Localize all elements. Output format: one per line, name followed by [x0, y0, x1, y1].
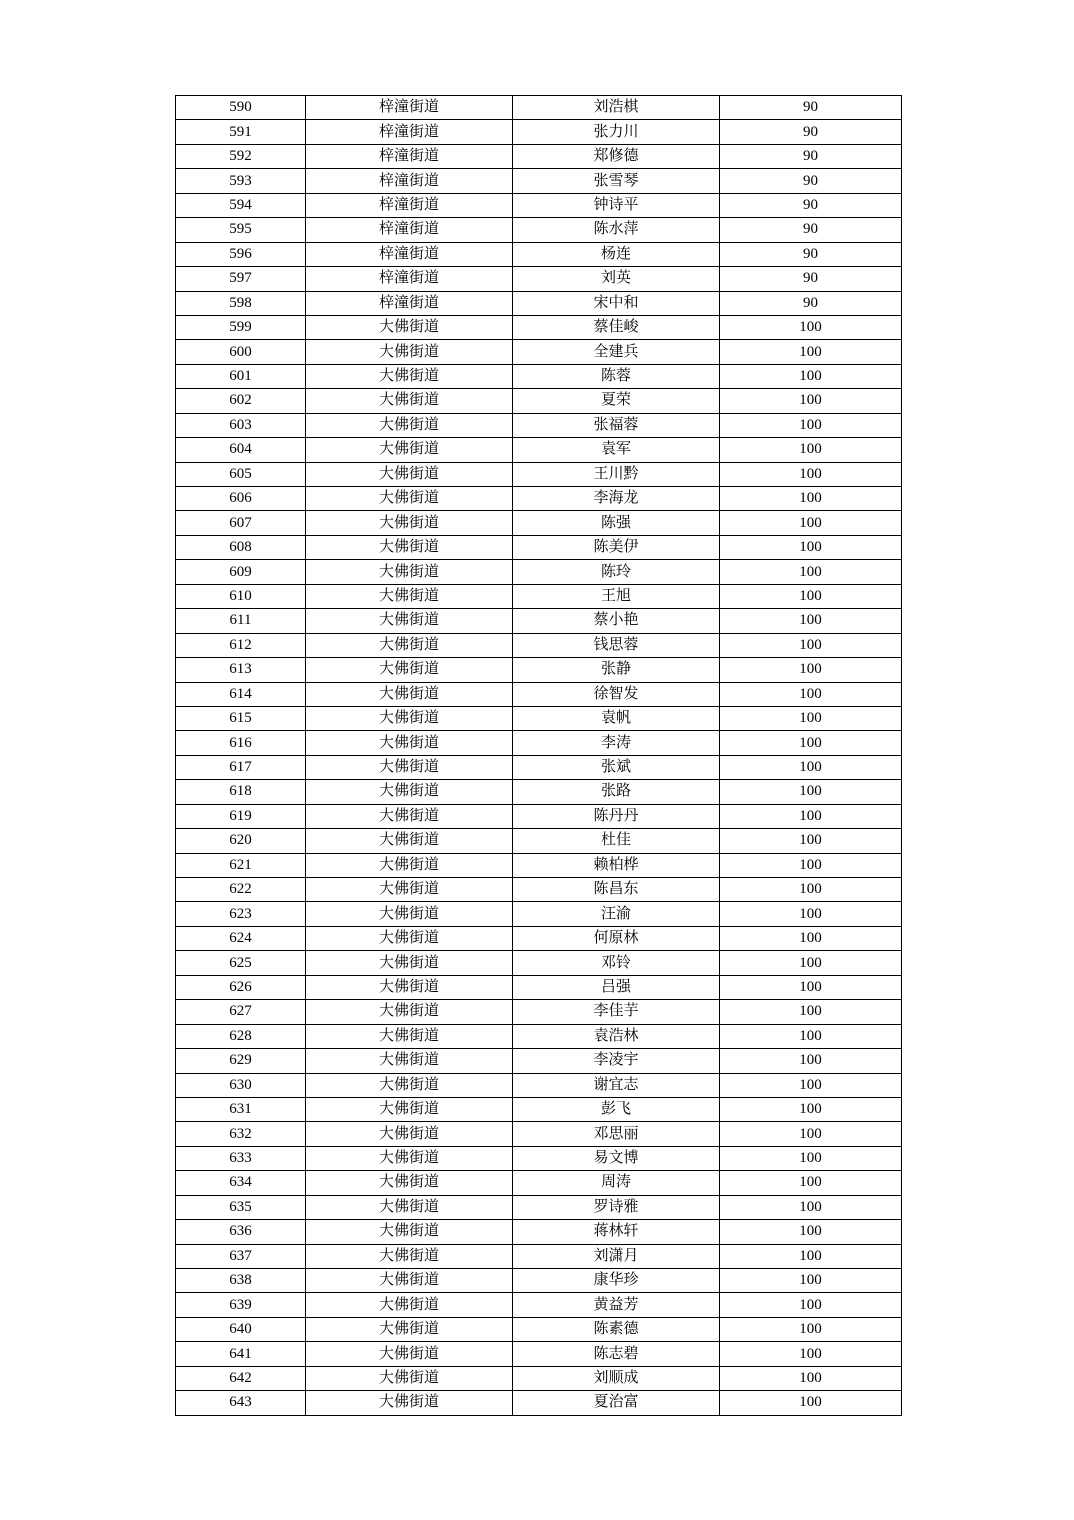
- table-cell-name: 张雪琴: [513, 169, 720, 193]
- table-row: [176, 364, 902, 388]
- table-cell-name: 周涛: [513, 1171, 720, 1195]
- table-row: [176, 1171, 902, 1195]
- table-row: [176, 511, 902, 535]
- table-row: [176, 1391, 902, 1415]
- table-cell-name: 钱思蓉: [513, 633, 720, 657]
- table-cell-index: 640: [176, 1317, 306, 1341]
- table-cell-score: 100: [720, 1000, 902, 1024]
- table-cell-index: 594: [176, 193, 306, 217]
- table-cell-index: 621: [176, 853, 306, 877]
- table-cell-name: 陈美伊: [513, 535, 720, 559]
- table-cell-name: 钟诗平: [513, 193, 720, 217]
- table-cell-street: 梓潼街道: [306, 169, 513, 193]
- table-cell-street: 梓潼街道: [306, 96, 513, 120]
- table-cell-street: 大佛街道: [306, 1391, 513, 1415]
- table-cell-index: 599: [176, 315, 306, 339]
- table-cell-street: 大佛街道: [306, 706, 513, 730]
- table-cell-street: 大佛街道: [306, 633, 513, 657]
- table-cell-index: 593: [176, 169, 306, 193]
- table-cell-index: 625: [176, 951, 306, 975]
- table-cell-score: 100: [720, 1073, 902, 1097]
- table-cell-index: 600: [176, 340, 306, 364]
- table-cell-score: 100: [720, 829, 902, 853]
- table-cell-name: 谢宜志: [513, 1073, 720, 1097]
- table-cell-score: 100: [720, 1146, 902, 1170]
- table-cell-score: 100: [720, 1171, 902, 1195]
- table-cell-street: 大佛街道: [306, 584, 513, 608]
- table-cell-street: 大佛街道: [306, 1097, 513, 1121]
- table-cell-score: 100: [720, 731, 902, 755]
- table-row: [176, 267, 902, 291]
- table-cell-score: 100: [720, 1391, 902, 1415]
- table-cell-index: 642: [176, 1366, 306, 1390]
- table-cell-street: 大佛街道: [306, 951, 513, 975]
- table-cell-name: 蒋林轩: [513, 1220, 720, 1244]
- table-cell-name: 黄益芳: [513, 1293, 720, 1317]
- table-cell-street: 大佛街道: [306, 413, 513, 437]
- table-cell-street: 大佛街道: [306, 975, 513, 999]
- table-cell-name: 赖柏桦: [513, 853, 720, 877]
- table-cell-name: 宋中和: [513, 291, 720, 315]
- table-cell-street: 大佛街道: [306, 682, 513, 706]
- table-cell-name: 陈志碧: [513, 1342, 720, 1366]
- table-cell-score: 90: [720, 193, 902, 217]
- table-cell-score: 100: [720, 902, 902, 926]
- table-row: [176, 1073, 902, 1097]
- table-cell-name: 易文博: [513, 1146, 720, 1170]
- table-cell-score: 100: [720, 609, 902, 633]
- table-row: [176, 1220, 902, 1244]
- table-cell-score: 100: [720, 1269, 902, 1293]
- table-cell-street: 大佛街道: [306, 755, 513, 779]
- table-cell-score: 90: [720, 242, 902, 266]
- table-row: [176, 951, 902, 975]
- table-cell-index: 616: [176, 731, 306, 755]
- table-cell-score: 100: [720, 438, 902, 462]
- table-row: [176, 609, 902, 633]
- table-row: [176, 291, 902, 315]
- table-row: [176, 1244, 902, 1268]
- table-row: [176, 242, 902, 266]
- table-cell-name: 夏治富: [513, 1391, 720, 1415]
- table-cell-index: 622: [176, 878, 306, 902]
- table-cell-score: 100: [720, 1024, 902, 1048]
- table-cell-street: 大佛街道: [306, 1220, 513, 1244]
- table-cell-index: 630: [176, 1073, 306, 1097]
- table-row: [176, 1317, 902, 1341]
- table-cell-name: 刘顺成: [513, 1366, 720, 1390]
- table-cell-index: 634: [176, 1171, 306, 1195]
- table-row: [176, 1000, 902, 1024]
- table-cell-street: 大佛街道: [306, 1073, 513, 1097]
- table-cell-score: 100: [720, 853, 902, 877]
- table-cell-street: 大佛街道: [306, 1317, 513, 1341]
- table-cell-index: 591: [176, 120, 306, 144]
- table-cell-index: 610: [176, 584, 306, 608]
- table-cell-name: 陈强: [513, 511, 720, 535]
- table-cell-street: 大佛街道: [306, 902, 513, 926]
- table-cell-street: 大佛街道: [306, 1146, 513, 1170]
- table-cell-name: 刘英: [513, 267, 720, 291]
- table-cell-index: 614: [176, 682, 306, 706]
- table-cell-name: 郑修德: [513, 144, 720, 168]
- table-cell-name: 刘潇月: [513, 1244, 720, 1268]
- table-cell-name: 彭飞: [513, 1097, 720, 1121]
- table-cell-index: 608: [176, 535, 306, 559]
- table-cell-index: 602: [176, 389, 306, 413]
- table-cell-score: 100: [720, 1195, 902, 1219]
- table-cell-score: 100: [720, 1122, 902, 1146]
- table-cell-index: 595: [176, 218, 306, 242]
- table-cell-name: 李海龙: [513, 487, 720, 511]
- table-cell-index: 636: [176, 1220, 306, 1244]
- table-row: [176, 658, 902, 682]
- table-cell-index: 619: [176, 804, 306, 828]
- table-row: [176, 560, 902, 584]
- table-row: [176, 902, 902, 926]
- table-row: [176, 1269, 902, 1293]
- table-row: [176, 1122, 902, 1146]
- table-cell-street: 大佛街道: [306, 560, 513, 584]
- table-cell-name: 张斌: [513, 755, 720, 779]
- table-cell-score: 90: [720, 96, 902, 120]
- table-cell-name: 蔡佳峻: [513, 315, 720, 339]
- table-cell-index: 627: [176, 1000, 306, 1024]
- table-cell-index: 618: [176, 780, 306, 804]
- table-cell-index: 638: [176, 1269, 306, 1293]
- table-cell-index: 615: [176, 706, 306, 730]
- table-row: [176, 120, 902, 144]
- table-row: [176, 1366, 902, 1390]
- table-cell-name: 吕强: [513, 975, 720, 999]
- table-cell-score: 100: [720, 804, 902, 828]
- table-cell-name: 何原林: [513, 926, 720, 950]
- table-cell-name: 王川黔: [513, 462, 720, 486]
- table-cell-score: 100: [720, 560, 902, 584]
- table-cell-name: 刘浩棋: [513, 96, 720, 120]
- table-cell-score: 100: [720, 1220, 902, 1244]
- table-cell-name: 张福蓉: [513, 413, 720, 437]
- table-cell-score: 100: [720, 487, 902, 511]
- table-cell-name: 陈玲: [513, 560, 720, 584]
- table-cell-street: 大佛街道: [306, 658, 513, 682]
- table-row: [176, 1049, 902, 1073]
- table-cell-index: 609: [176, 560, 306, 584]
- table-cell-score: 100: [720, 633, 902, 657]
- table-cell-street: 大佛街道: [306, 1195, 513, 1219]
- table-cell-street: 梓潼街道: [306, 267, 513, 291]
- table-cell-score: 100: [720, 511, 902, 535]
- table-cell-index: 629: [176, 1049, 306, 1073]
- table-row: [176, 218, 902, 242]
- table-row: [176, 755, 902, 779]
- table-cell-index: 635: [176, 1195, 306, 1219]
- table-row: [176, 878, 902, 902]
- table-cell-score: 100: [720, 878, 902, 902]
- table-cell-street: 大佛街道: [306, 511, 513, 535]
- table-row: [176, 804, 902, 828]
- table-cell-index: 612: [176, 633, 306, 657]
- table-cell-index: 590: [176, 96, 306, 120]
- table-cell-name: 袁浩林: [513, 1024, 720, 1048]
- table-cell-name: 徐智发: [513, 682, 720, 706]
- table-cell-score: 100: [720, 1049, 902, 1073]
- table-cell-street: 大佛街道: [306, 1244, 513, 1268]
- table-cell-index: 643: [176, 1391, 306, 1415]
- table-cell-street: 梓潼街道: [306, 144, 513, 168]
- table-cell-score: 90: [720, 120, 902, 144]
- table-cell-score: 100: [720, 706, 902, 730]
- table-cell-index: 592: [176, 144, 306, 168]
- table-row: [176, 706, 902, 730]
- table-row: [176, 462, 902, 486]
- table-cell-street: 大佛街道: [306, 926, 513, 950]
- table-cell-name: 汪渝: [513, 902, 720, 926]
- table-cell-index: 632: [176, 1122, 306, 1146]
- table-cell-index: 626: [176, 975, 306, 999]
- table-cell-name: 陈蓉: [513, 364, 720, 388]
- table-cell-street: 梓潼街道: [306, 120, 513, 144]
- table-cell-street: 大佛街道: [306, 1269, 513, 1293]
- table-cell-score: 100: [720, 682, 902, 706]
- table-cell-index: 623: [176, 902, 306, 926]
- table-cell-score: 100: [720, 535, 902, 559]
- table-cell-street: 大佛街道: [306, 878, 513, 902]
- table-cell-score: 100: [720, 462, 902, 486]
- table-cell-name: 全建兵: [513, 340, 720, 364]
- table-cell-street: 大佛街道: [306, 829, 513, 853]
- table-row: [176, 633, 902, 657]
- table-row: [176, 682, 902, 706]
- table-cell-score: 100: [720, 389, 902, 413]
- table-cell-name: 张静: [513, 658, 720, 682]
- table-row: [176, 144, 902, 168]
- table-cell-index: 631: [176, 1097, 306, 1121]
- table-cell-name: 李凌宇: [513, 1049, 720, 1073]
- table-cell-score: 90: [720, 144, 902, 168]
- table-cell-name: 邓思丽: [513, 1122, 720, 1146]
- table-cell-score: 100: [720, 584, 902, 608]
- table-cell-name: 袁帆: [513, 706, 720, 730]
- table-cell-street: 大佛街道: [306, 364, 513, 388]
- table-cell-name: 李佳芋: [513, 1000, 720, 1024]
- table-cell-name: 康华珍: [513, 1269, 720, 1293]
- table-cell-name: 王旭: [513, 584, 720, 608]
- table-row: [176, 1293, 902, 1317]
- table-cell-street: 大佛街道: [306, 535, 513, 559]
- table-row: [176, 1342, 902, 1366]
- table-cell-name: 杨连: [513, 242, 720, 266]
- table-row: [176, 315, 902, 339]
- table-cell-street: 大佛街道: [306, 1122, 513, 1146]
- table-cell-name: 邓铃: [513, 951, 720, 975]
- table-cell-index: 596: [176, 242, 306, 266]
- table-cell-index: 617: [176, 755, 306, 779]
- table-row: [176, 389, 902, 413]
- table-cell-street: 梓潼街道: [306, 193, 513, 217]
- table-cell-street: 大佛街道: [306, 1293, 513, 1317]
- table-cell-index: 613: [176, 658, 306, 682]
- table-cell-street: 梓潼街道: [306, 218, 513, 242]
- table-cell-name: 蔡小艳: [513, 609, 720, 633]
- table-cell-street: 大佛街道: [306, 780, 513, 804]
- table-cell-street: 大佛街道: [306, 1049, 513, 1073]
- table-cell-name: 陈丹丹: [513, 804, 720, 828]
- table-cell-street: 大佛街道: [306, 853, 513, 877]
- table-cell-street: 梓潼街道: [306, 242, 513, 266]
- table-cell-index: 620: [176, 829, 306, 853]
- table-cell-name: 杜佳: [513, 829, 720, 853]
- table-cell-street: 大佛街道: [306, 1342, 513, 1366]
- table-cell-score: 100: [720, 975, 902, 999]
- table-cell-name: 陈昌东: [513, 878, 720, 902]
- table-cell-index: 641: [176, 1342, 306, 1366]
- table-cell-index: 597: [176, 267, 306, 291]
- table-cell-street: 大佛街道: [306, 340, 513, 364]
- table-cell-score: 100: [720, 315, 902, 339]
- table-cell-score: 90: [720, 169, 902, 193]
- table-cell-index: 605: [176, 462, 306, 486]
- table-cell-index: 604: [176, 438, 306, 462]
- table-cell-street: 大佛街道: [306, 1171, 513, 1195]
- table-row: [176, 1195, 902, 1219]
- table-cell-street: 大佛街道: [306, 462, 513, 486]
- table-cell-score: 90: [720, 291, 902, 315]
- table-cell-score: 100: [720, 780, 902, 804]
- table-cell-index: 624: [176, 926, 306, 950]
- table-cell-name: 张力川: [513, 120, 720, 144]
- table-row: [176, 829, 902, 853]
- table-cell-index: 633: [176, 1146, 306, 1170]
- table-row: [176, 731, 902, 755]
- table-cell-name: 陈素德: [513, 1317, 720, 1341]
- table-cell-name: 张路: [513, 780, 720, 804]
- table-cell-name: 夏荣: [513, 389, 720, 413]
- table-row: [176, 193, 902, 217]
- table-cell-score: 100: [720, 926, 902, 950]
- table-row: [176, 780, 902, 804]
- table-cell-index: 637: [176, 1244, 306, 1268]
- table-cell-index: 606: [176, 487, 306, 511]
- table-cell-street: 大佛街道: [306, 389, 513, 413]
- table-row: [176, 1097, 902, 1121]
- table-cell-score: 100: [720, 340, 902, 364]
- table-row: [176, 340, 902, 364]
- table-cell-name: 袁军: [513, 438, 720, 462]
- table-row: [176, 975, 902, 999]
- table-row: [176, 926, 902, 950]
- table-row: [176, 1146, 902, 1170]
- table-cell-name: 陈水萍: [513, 218, 720, 242]
- table-cell-score: 100: [720, 364, 902, 388]
- table-row: [176, 584, 902, 608]
- table-cell-index: 611: [176, 609, 306, 633]
- table-cell-score: 100: [720, 1366, 902, 1390]
- table-cell-score: 100: [720, 951, 902, 975]
- table-row: [176, 169, 902, 193]
- table-cell-name: 罗诗雅: [513, 1195, 720, 1219]
- table-cell-street: 梓潼街道: [306, 291, 513, 315]
- table-row: [176, 438, 902, 462]
- table-cell-street: 大佛街道: [306, 1366, 513, 1390]
- table-cell-score: 100: [720, 1244, 902, 1268]
- table-cell-street: 大佛街道: [306, 609, 513, 633]
- table-row: [176, 1024, 902, 1048]
- table-cell-score: 100: [720, 1317, 902, 1341]
- table-cell-score: 90: [720, 267, 902, 291]
- table-cell-name: 李涛: [513, 731, 720, 755]
- table-row: [176, 96, 902, 120]
- table-row: [176, 535, 902, 559]
- roster-table: [175, 95, 902, 1416]
- table-cell-street: 大佛街道: [306, 731, 513, 755]
- table-cell-street: 大佛街道: [306, 804, 513, 828]
- table-cell-index: 639: [176, 1293, 306, 1317]
- table-cell-score: 100: [720, 1342, 902, 1366]
- table-cell-index: 603: [176, 413, 306, 437]
- table-cell-street: 大佛街道: [306, 438, 513, 462]
- table-cell-street: 大佛街道: [306, 1024, 513, 1048]
- table-cell-score: 90: [720, 218, 902, 242]
- table-cell-index: 607: [176, 511, 306, 535]
- table-cell-score: 100: [720, 755, 902, 779]
- table-row: [176, 413, 902, 437]
- table-cell-index: 601: [176, 364, 306, 388]
- table-row: [176, 487, 902, 511]
- table-cell-street: 大佛街道: [306, 487, 513, 511]
- table-cell-score: 100: [720, 658, 902, 682]
- table-cell-index: 628: [176, 1024, 306, 1048]
- table-cell-score: 100: [720, 1097, 902, 1121]
- table-cell-index: 598: [176, 291, 306, 315]
- table-body: [176, 96, 902, 1416]
- table-cell-street: 大佛街道: [306, 1000, 513, 1024]
- table-row: [176, 853, 902, 877]
- table-cell-score: 100: [720, 413, 902, 437]
- table-cell-score: 100: [720, 1293, 902, 1317]
- table-cell-street: 大佛街道: [306, 315, 513, 339]
